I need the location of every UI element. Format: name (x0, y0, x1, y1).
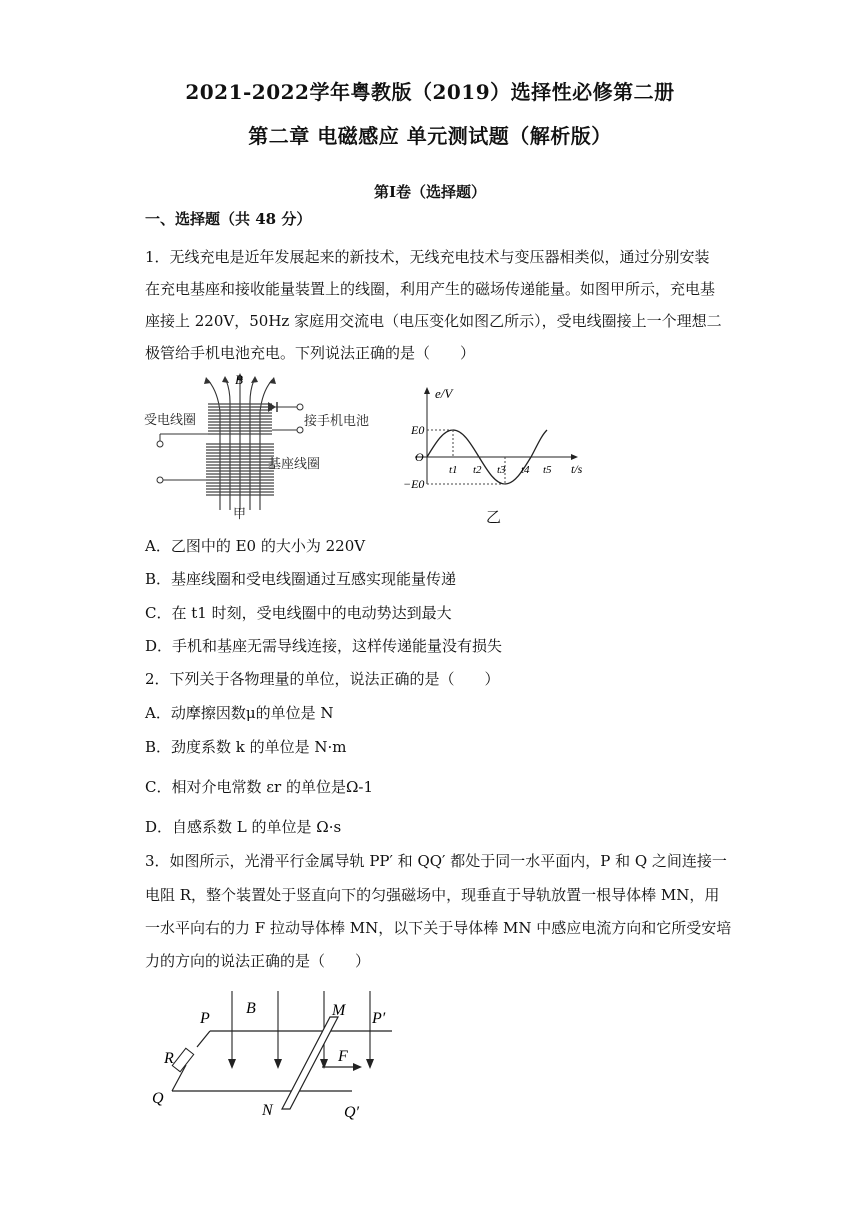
label-m: M (332, 1002, 346, 1019)
label-q-prime: Q′ (344, 1104, 360, 1121)
q2-stem: 2．下列关于各物理量的单位，说法正确的是（ ） (145, 670, 500, 688)
force-arrow (353, 1063, 362, 1071)
label-r: R (164, 1050, 174, 1067)
terminal (297, 404, 303, 410)
tick-t4: t4 (521, 464, 530, 476)
q1-line-1: 1．无线充电是近年发展起来的新技术，无线充电技术与变压器相类似，通过分别安装 (145, 248, 710, 266)
document-title-line1: 2021-2022学年粤教版（2019）选择性必修第二册 (185, 80, 675, 104)
label-f: F (338, 1048, 348, 1065)
q1-figure-coils (140, 372, 380, 522)
phone-battery-label: 接手机电池 (304, 414, 370, 429)
label-p: P (200, 1010, 210, 1027)
figure-caption-jia: 甲 (233, 507, 247, 522)
receiving-coil-label: 受电线圈 (144, 413, 197, 428)
q3-line-4: 力的方向的说法正确的是（ ） (145, 952, 371, 970)
document-title-line2: 第二章 电磁感应 单元测试题（解析版） (248, 124, 612, 148)
tick-t5: t5 (543, 464, 552, 476)
q1-option-b: B．基座线圈和受电线圈通过互感实现能量传递 (145, 570, 457, 588)
q1-option-a: A．乙图中的 E0 的大小为 220V (145, 537, 366, 555)
q1-line-3: 座接上 220V，50Hz 家庭用交流电（电压变化如图乙所示），受电线圈接上一个理想二 (145, 312, 722, 330)
q2-option-b: B．劲度系数 k 的单位是 N·m (145, 738, 347, 756)
q3-line-2: 电阻 R，整个装置处于竖直向下的匀强磁场中，现垂直于导轨放置一根导体棒 MN，用 (145, 886, 720, 904)
section-heading: 一、选择题（共 48 分） (145, 210, 312, 228)
label-n: N (262, 1102, 273, 1119)
q1-line-2: 在充电基座和接收能量装置上的线圈，利用产生的磁场传递能量。如图甲所示，充电基 (145, 280, 716, 298)
terminal (297, 427, 303, 433)
label-p-prime: P′ (372, 1010, 386, 1027)
terminal (157, 477, 163, 483)
label-q: Q (152, 1090, 164, 1107)
label-b: B (246, 1000, 256, 1017)
q1-line-4: 极管给手机电池充电。下列说法正确的是（ ） (145, 344, 476, 362)
q1-option-d: D．手机和基座无需导线连接，这样传递能量没有损失 (145, 637, 503, 655)
terminal (157, 441, 163, 447)
resistor-r (172, 1048, 193, 1071)
q3-line-1: 3．如图所示，光滑平行金属导轨 PP′ 和 QQ′ 都处于同一水平面内，P 和 Q 之间连接一 (145, 852, 727, 870)
q1-option-c: C．在 t1 时刻，受电线圈中的电动势达到最大 (145, 604, 452, 622)
tick-t1: t1 (449, 464, 458, 476)
y-axis-label: e/V (435, 386, 453, 401)
volume-heading: 第Ⅰ卷（选择题） (373, 183, 487, 201)
tick-t2: t2 (473, 464, 482, 476)
q2-option-c: C．相对介电常数 εr 的单位是Ω-1 (145, 778, 374, 796)
base-coil-label: 基座线圈 (268, 457, 321, 472)
q2-option-a: A．动摩擦因数μ的单位是 N (145, 704, 334, 722)
q2-option-d: D．自感系数 L 的单位是 Ω·s (145, 818, 342, 836)
neg-e0-label: −E0 (403, 477, 425, 491)
b-field-label: B (235, 372, 243, 387)
q1-figure-waveform (375, 384, 595, 500)
x-axis-label: t/s (571, 462, 583, 476)
q3-line-3: 一水平向右的力 F 拉动导体棒 MN，以下关于导体棒 MN 中感应电流方向和它所受安培 (145, 919, 732, 937)
figure-caption-yi: 乙 (486, 508, 502, 526)
tick-t3: t3 (497, 464, 506, 476)
q3-figure-rails (140, 985, 410, 1130)
e0-label: E0 (411, 423, 425, 437)
origin-label: O (415, 450, 424, 464)
